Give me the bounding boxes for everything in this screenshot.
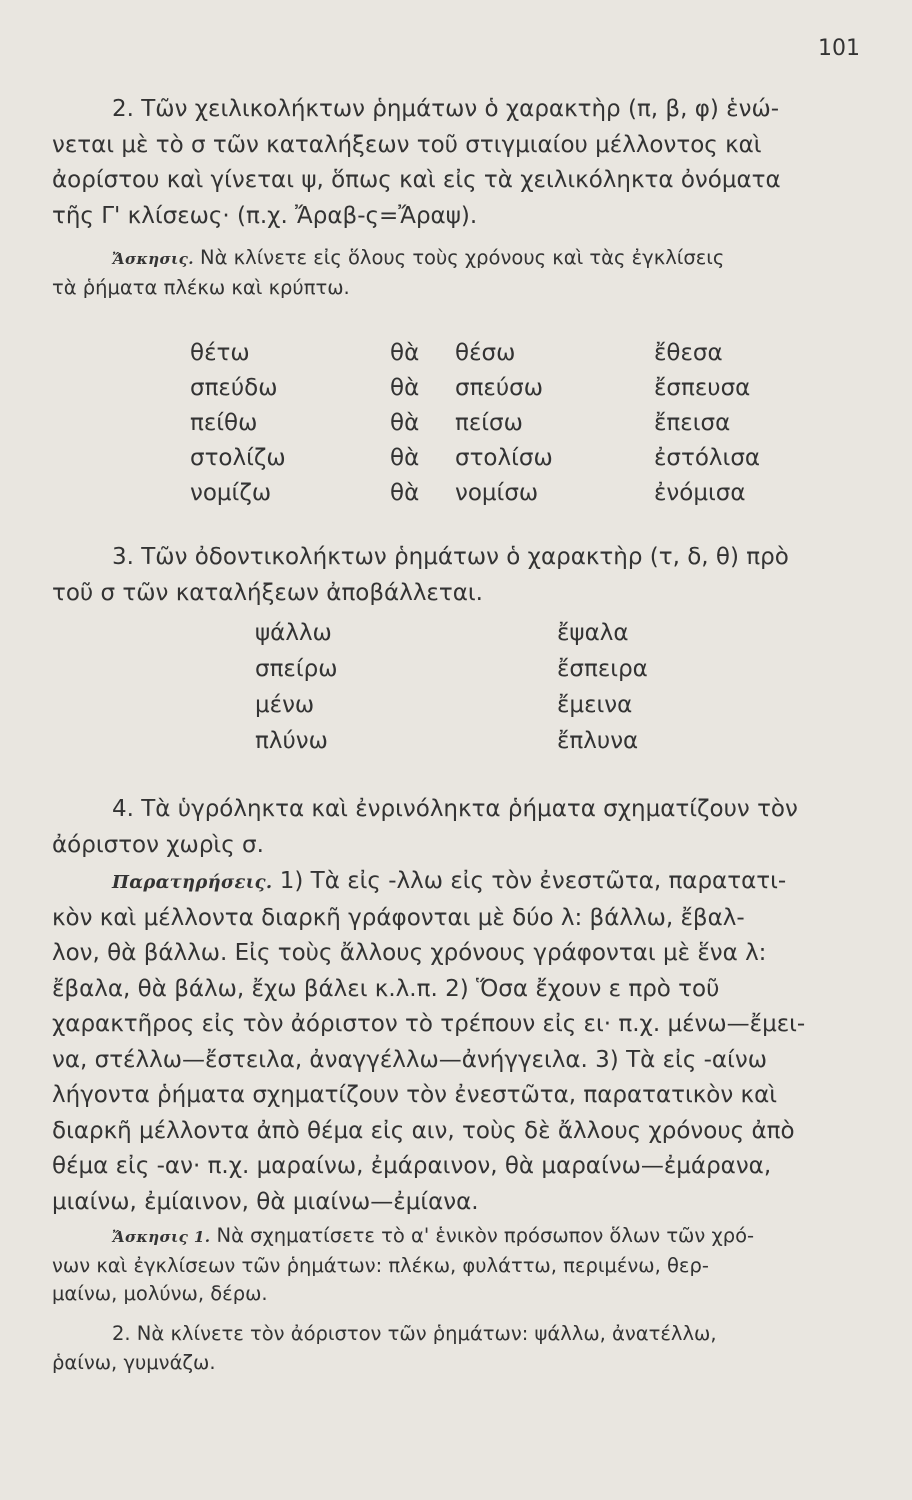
text-line: μιαίνω, ἐμίαινον, θὰ μιαίνω—ἐμίανα. (52, 1188, 479, 1215)
exercise-line: 2. Νὰ κλίνετε τὸν ἀόριστον τῶν ῥημάτων: ψάλλω, ἀνατέλλω, (112, 1322, 717, 1345)
table1-particle: θὰ (390, 480, 420, 506)
table1-present: θέτω (190, 340, 250, 366)
exercise-1 (52, 1222, 874, 1309)
remarks-first-text: 1) Τὰ εἰς -λλω εἰς τὸν ἐνεστῶτα, παρατατι- (279, 868, 787, 894)
text-line: ἀορίστου καὶ γίνεται ψ, ὅπως καὶ εἰς τὰ χειλικόληκτα ὀνόματα (52, 167, 781, 193)
table2-aorist: ἔψαλα (557, 620, 629, 646)
table1-particle: θὰ (390, 375, 420, 401)
table1-aorist: ἔθεσα (654, 340, 723, 366)
table1-aorist: ἐνόμισα (654, 480, 746, 506)
text-line: 4. Τὰ ὑγρόληκτα καὶ ἐνρινόληκτα ῥήματα σχηματίζουν τὸν (112, 796, 798, 822)
table1-particle: θὰ (390, 340, 420, 366)
table2-aorist: ἔμεινα (557, 692, 633, 718)
text-line: διαρκῆ μέλλοντα ἀπὸ θέμα εἰς αιν, τοὺς δὲ ἄλλους χρόνους ἀπὸ (52, 1117, 795, 1144)
table1-future: σπεύσω (455, 375, 544, 401)
remarks-line (52, 864, 874, 901)
table2-present: ψάλλω (255, 620, 332, 646)
exercise-line: ῥαίνω, γυμνάζω. (52, 1350, 216, 1374)
section-2-exercise (52, 244, 874, 302)
exercise-label: Ἄσκησις. (112, 250, 194, 268)
exercise-1-first-text: Νὰ σχηματίσετε τὸ α' ἑνικὸν πρόσωπον ὅλων τῶν χρό- (216, 1224, 755, 1247)
text-line: να, στέλλω—ἔστειλα, ἀναγγέλλω—ἀνήγγειλα. 3) Τὰ εἰς -αίνω (52, 1046, 767, 1073)
section-3-paragraph (52, 540, 874, 611)
remarks-paragraph (52, 864, 874, 1220)
exercise-line (52, 244, 874, 274)
text-line: ἀόριστον χωρὶς σ. (52, 831, 264, 858)
table2-present: μένω (255, 692, 315, 718)
table1-present: νομίζω (190, 480, 272, 506)
table1-future: θέσω (455, 340, 516, 366)
remarks-label: Παρατηρήσεις. (112, 872, 273, 893)
table1-present: πείθω (190, 410, 258, 436)
table1-aorist: ἔσπευσα (654, 375, 751, 401)
text-line: θέμα εἰς -αν· π.χ. μαραίνω, ἐμάραινον, θὰ μαραίνω—ἐμάρανα, (52, 1153, 772, 1179)
table1-particle: θὰ (390, 445, 420, 471)
exercise-line: νων καὶ ἐγκλίσεων τῶν ῥημάτων: πλέκω, φυλάττω, περιμένω, θερ- (52, 1253, 709, 1277)
table1-future: νομίσω (455, 480, 539, 506)
table1-aorist: ἔπεισα (654, 410, 731, 436)
table1-present: σπεύδω (190, 375, 278, 401)
text-line: νεται μὲ τὸ σ τῶν καταλήξεων τοῦ στιγμιαίου μέλλοντος καὶ (52, 131, 762, 158)
table2-present: σπείρω (255, 656, 338, 682)
text-line: τοῦ σ τῶν καταλήξεων ἀποβάλλεται. (52, 579, 483, 606)
text-line: λον, θὰ βάλλω. Εἰς τοὺς ἄλλους χρόνους γράφονται μὲ ἕνα λ: (52, 940, 767, 966)
page-number: 101 (818, 36, 860, 61)
text-line: τῆς Γ' κλίσεως· (π.χ. Ἄραβ-ς=Ἄραψ). (52, 202, 478, 229)
table1-particle: θὰ (390, 410, 420, 436)
table2-aorist: ἔπλυνα (557, 728, 639, 754)
table1-aorist: ἐστόλισα (654, 445, 761, 471)
table1-future: στολίσω (455, 445, 553, 471)
exercise-text: Νὰ κλίνετε εἰς ὅλους τοὺς χρόνους καὶ τὰς ἐγκλίσεις (200, 246, 725, 269)
text-line: ἔβαλα, θὰ βάλω, ἔχω βάλει κ.λ.π. 2) Ὅσα ἔχουν ε πρὸ τοῦ (52, 975, 720, 1002)
table1-future: πείσω (455, 410, 523, 436)
exercise-line: μαίνω, μολύνω, δέρω. (52, 1282, 268, 1305)
section-4-paragraph (52, 792, 874, 863)
table2-aorist: ἔσπειρα (557, 656, 648, 682)
table1-present: στολίζω (190, 445, 286, 471)
section-2-paragraph (52, 92, 874, 234)
text-line: χαρακτῆρος εἰς τὸν ἀόριστον τὸ τρέπουν εἰς ει· π.χ. μένω—ἔμει- (52, 1011, 806, 1037)
table2-present: πλύνω (255, 728, 328, 754)
exercise-1-label: Ἄσκησις 1. (112, 1228, 211, 1246)
text-line: κὸν καὶ μέλλοντα διαρκῆ γράφονται μὲ δύο λ: βάλλω, ἔβαλ- (52, 904, 745, 931)
text-line: 3. Τῶν ὀδοντικολήκτων ῥημάτων ὁ χαρακτὴρ (τ, δ, θ) πρὸ (112, 544, 789, 570)
exercise-line (52, 1222, 874, 1252)
text-line: 2. Τῶν χειλικολήκτων ῥημάτων ὁ χαρακτὴρ (π, β, φ) ἑνώ- (112, 96, 780, 122)
text-line: λήγοντα ῥήματα σχηματίζουν τὸν ἐνεστῶτα, παρατατικὸν καὶ (52, 1082, 778, 1108)
exercise-2 (52, 1320, 874, 1377)
exercise-line: τὰ ῥήματα πλέκω καὶ κρύπτω. (52, 275, 350, 299)
